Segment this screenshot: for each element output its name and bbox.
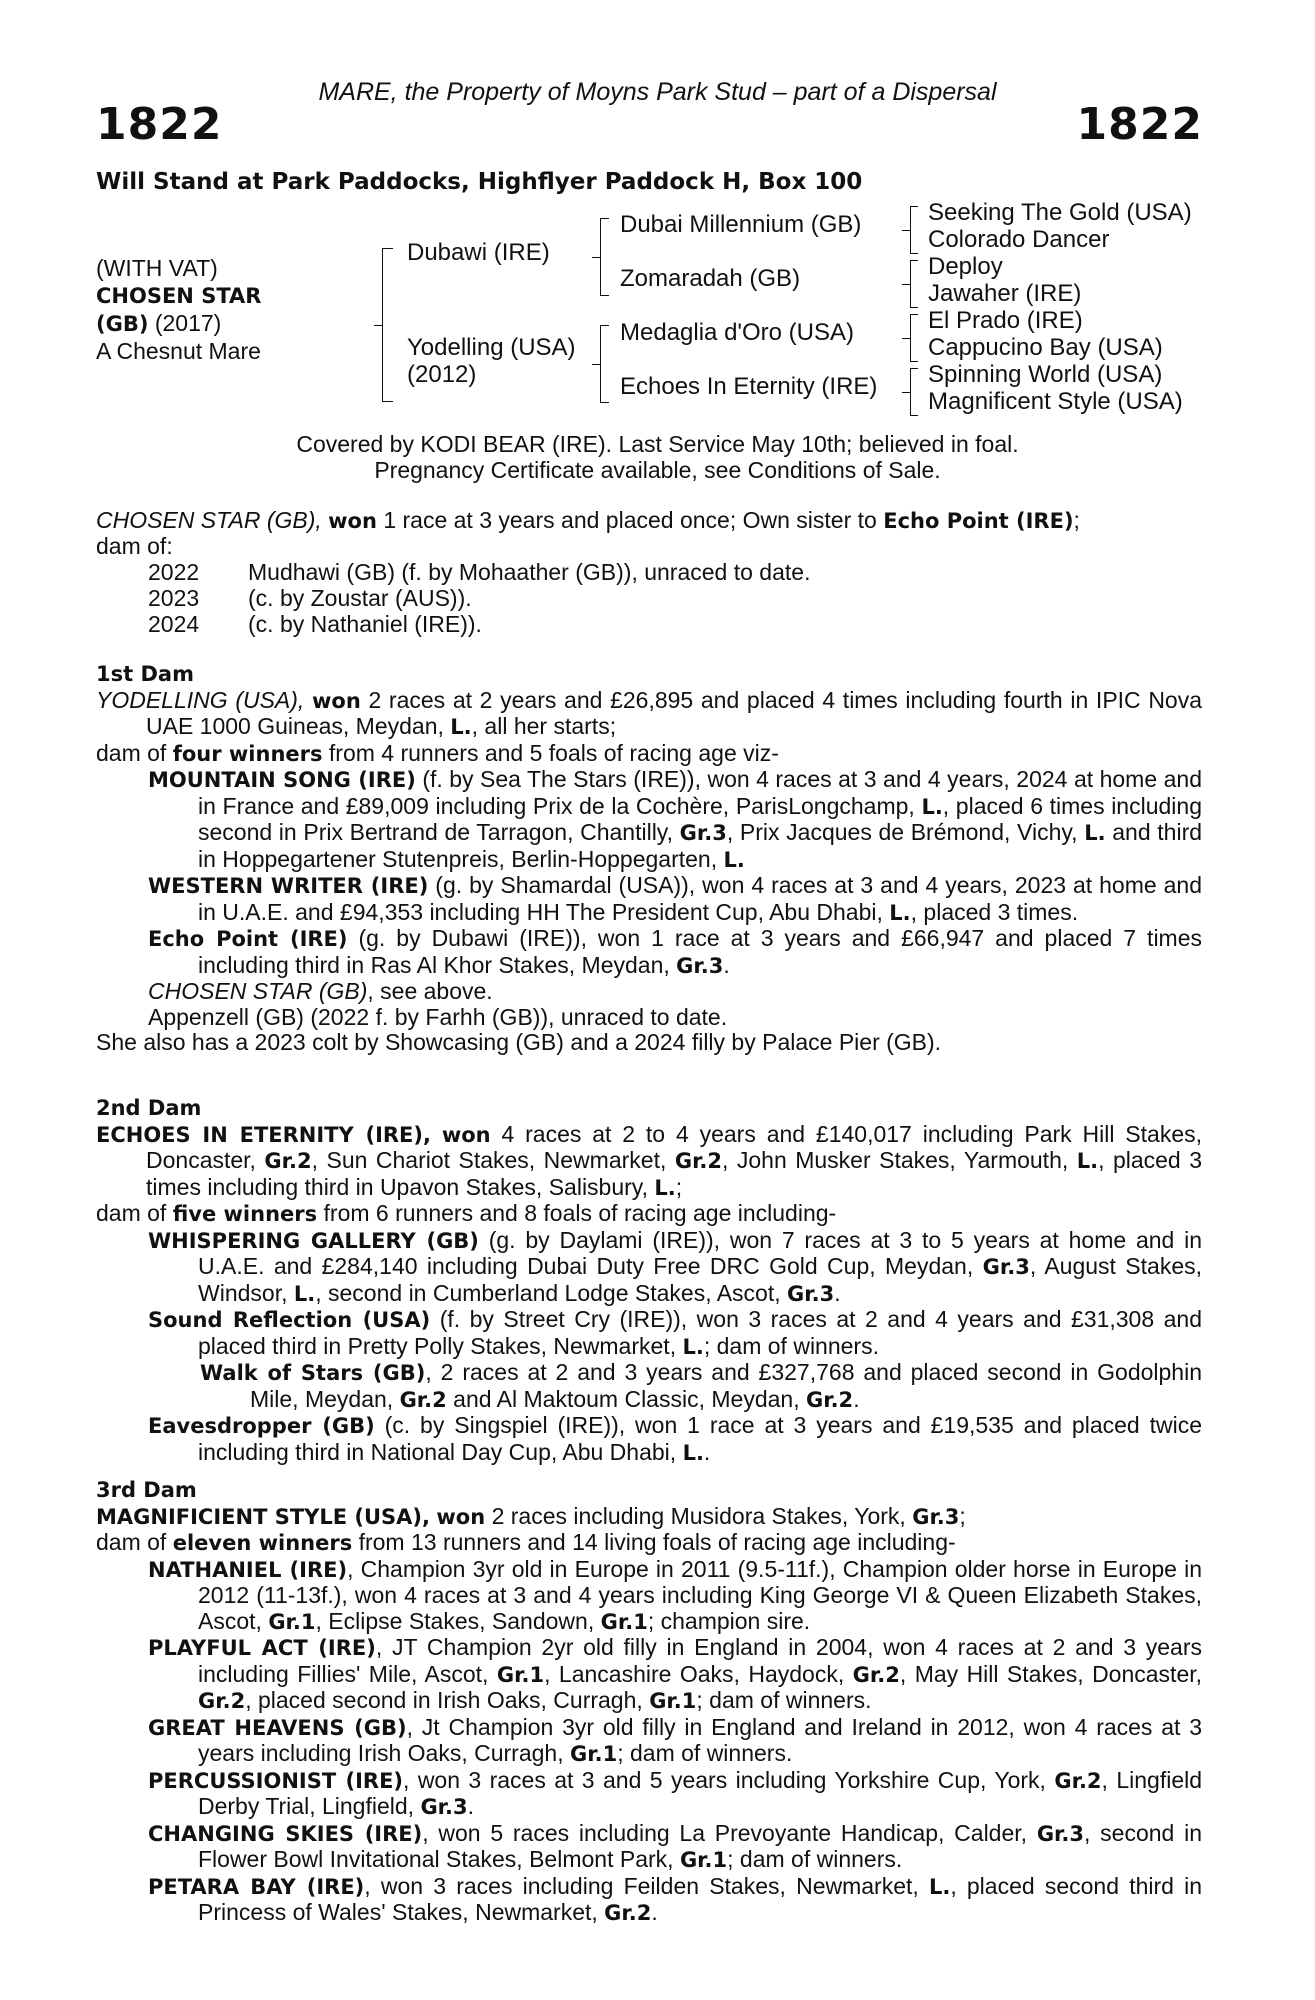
foal-year: 2024: [148, 611, 200, 637]
progeny-entry: NATHANIEL (IRE), Champion 3yr old in Europe in 2011 (9.5-11f.), Champion older horse in Europe in 2012 (11-13f.), won 4 races at 3 and 4 years including King George VI & Queen Elizabeth Stakes, Ascot, Gr.1, Eclipse Stakes, Sandown, Gr.1; champion sire.: [148, 1555, 1202, 1634]
ggp-brace-1: [910, 206, 918, 254]
great-grandparent-4: Jawaher (IRE): [928, 280, 1082, 307]
pedigree-dam: Yodelling (USA): [407, 334, 576, 361]
great-grandparent-1: Seeking The Gold (USA): [928, 199, 1192, 226]
grandparent-1: Dubai Millennium (GB): [620, 211, 862, 238]
dam-name: ECHOES IN ETERNITY (IRE),: [96, 1122, 431, 1147]
progeny-entry: MOUNTAIN SONG (IRE) (f. by Sea The Stars (IRE)), won 4 races at 3 and 4 years, 2024 at home and in France and £89,009 including Prix de la Cochère, ParisLongchamp, L., placed 6 times including second in Prix Bertrand de Tarragon, Chantilly, Gr.3, Prix Jacques de Brémond, Vichy, L. and third in Hoppegartener Stutenpreis, Berlin-Hoppegarten, L.: [148, 766, 1203, 872]
progeny-entry: CHANGING SKIES (IRE), won 5 races including La Prevoyante Handicap, Calder, Gr.3, second in Flower Bowl Invitational Stakes, Belmont Park, Gr.1; dam of winners.: [148, 1819, 1202, 1872]
great-grandparent-7: Spinning World (USA): [928, 361, 1163, 388]
horse-country: (GB): [96, 312, 149, 336]
lot-number-right: 1822: [1076, 99, 1203, 150]
great-grandparent-2: Colorado Dancer: [928, 226, 1110, 253]
foal-text: (c. by Zoustar (AUS)).: [248, 585, 472, 611]
progeny-entry: Sound Reflection (USA) (f. by Street Cry (IRE)), won 3 races at 2 and 4 years and £31,308 and placed third in Pretty Polly Stakes, Newmarket, L.; dam of winners.: [148, 1306, 1203, 1359]
produce-record: 1 race at 3 years and placed once; Own sister to: [383, 507, 877, 533]
produce-intro: CHOSEN STAR (GB), won 1 race at 3 years and placed once; Own sister to Echo Point (IRE);: [96, 507, 1080, 533]
progeny-entry: CHOSEN STAR (GB), see above.: [148, 978, 493, 1004]
section-heading: 3rd Dam: [96, 1478, 197, 1502]
progeny-entry: GREAT HEAVENS (GB), Jt Champion 3yr old filly in England and Ireland in 2012, won 4 races at 3 years including Irish Oaks, Curragh, Gr.1; dam of winners.: [148, 1713, 1202, 1766]
progeny-note: She also has a 2023 colt by Showcasing (GB) and a 2024 filly by Palace Pier (GB).: [96, 1029, 942, 1055]
grandparent-4: Echoes In Eternity (IRE): [620, 373, 878, 400]
pedigree-sire: Dubawi (IRE): [407, 239, 550, 266]
progeny-entry: WESTERN WRITER (IRE) (g. by Shamardal (USA)), won 4 races at 3 and 4 years, 2023 at home and in U.A.E. and £94,353 including HH The President Cup, Abu Dhabi, L., placed 3 times.: [148, 872, 1203, 925]
great-grandparent-8: Magnificent Style (USA): [928, 388, 1183, 415]
horse-identity: [96, 255, 261, 365]
progeny-entry: Eavesdropper (GB) (c. by Singspiel (IRE)), won 1 race at 3 years and £19,535 and placed twice including third in National Day Cup, Abu Dhabi, L..: [148, 1412, 1203, 1465]
pedigree-dam-year: (2012): [407, 361, 477, 388]
foal-text: Mudhawi (GB) (f. by Mohaather (GB)), unraced to date.: [248, 559, 811, 585]
produce-sister: Echo Point (IRE): [883, 509, 1074, 533]
sire-dam-brace: [382, 248, 393, 402]
grandparent-3: Medaglia d'Oro (USA): [620, 319, 854, 346]
first-dam-section: 1st Dam YODELLING (USA), won 2 races at 2 years and £26,895 and placed 4 times including fourth in IPIC Nova UAE 1000 Guineas, Meydan, L., all her starts; dam of four winners from 4 runners and 5 foals of racing age viz- MOUNTAIN SONG (IRE) (f. by Sea The Stars (IRE)), won 4 races at 3 and 4 years, 2024 at home and in France and £89,009 including Prix de la Cochère, ParisLongchamp, L., placed 6 times including second in Prix Bertrand de Tarragon, Chantilly, Gr.3, Prix Jacques de Brémond, Vichy, L. and third in Hoppegartener Stutenpreis, Berlin-Hoppegarten, L. WESTERN WRITER (IRE) (g. by Shamardal (USA)), won 4 races at 3 and 4 years, 2023 at home and in U.A.E. and £94,353 including HH The President Cup, Abu Dhabi, L., placed 3 times. Echo Point (IRE) (g. by Dubawi (IRE)), won 1 race at 3 years and £66,947 and placed 7 times including third in Ras Al Khor Stakes, Meydan, Gr.3. CHOSEN STAR (GB), see above. Appenzell (GB) (2022 f. by Farhh (GB)), unraced to date. She also has a 2023 colt by Showcasing (GB) and a 2024 filly by Palace Pier (GB).: [96, 662, 1203, 1055]
ggp-brace-3: [910, 314, 918, 362]
produce-foals: [0, 560, 1315, 640]
covered-line-1: Covered by KODI BEAR (IRE). Last Service May 10th; believed in foal.: [296, 431, 1019, 457]
second-dam-section: 2nd Dam ECHOES IN ETERNITY (IRE), won 4 races at 2 to 4 years and £140,017 including Park Hill Stakes, Doncaster, Gr.2, Sun Chariot Stakes, Newmarket, Gr.2, John Musker Stakes, Yarmouth, L., placed 3 times including third in Upavon Stakes, Salisbury, L.; dam of five winners from 6 runners and 8 foals of racing age including- WHISPERING GALLERY (GB) (g. by Daylami (IRE)), won 7 races at 3 to 5 years at home and in U.A.E. and £284,140 including Dubai Duty Free DRC Gold Cup, Meydan, Gr.3, August Stakes, Windsor, L., second in Cumberland Lodge Stakes, Ascot, Gr.3. Sound Reflection (USA) (f. by Street Cry (IRE)), won 3 races at 2 and 4 years and £31,308 and placed third in Pretty Polly Stakes, Newmarket, L.; dam of winners. Walk of Stars (GB), 2 races at 2 and 3 years and £327,768 and placed second in Godolphin Mile, Meydan, Gr.2 and Al Maktoum Classic, Meydan, Gr.2. Eavesdropper (GB) (c. by Singspiel (IRE)), won 1 race at 3 years and £19,535 and placed twice including third in National Day Cup, Abu Dhabi, L..: [96, 1096, 1203, 1465]
great-grandparent-6: Cappucino Bay (USA): [928, 334, 1163, 361]
ggp-brace-4: [910, 368, 918, 416]
progeny-entry: PERCUSSIONIST (IRE), won 3 races at 3 and 5 years including Yorkshire Cup, York, Gr.2, Lingfield Derby Trial, Lingfield, Gr.3.: [148, 1766, 1203, 1819]
dam-name: YODELLING (USA),: [96, 686, 305, 713]
progeny-entry: Walk of Stars (GB), 2 races at 2 and 3 years and £327,768 and placed second in Godolphin Mile, Meydan, Gr.2 and Al Maktoum Classic, Meydan, Gr.2.: [200, 1359, 1202, 1412]
third-dam-section: 3rd Dam MAGNIFICIENT STYLE (USA), won 2 races including Musidora Stakes, York, Gr.3; dam of eleven winners from 13 runners and 14 living foals of racing age including- NATHANIEL (IRE), Champion 3yr old in Europe in 2011 (9.5-11f.), Champion older horse in Europe in 2012 (11-13f.), won 4 races at 3 and 4 years including King George VI & Queen Elizabeth Stakes, Ascot, Gr.1, Eclipse Stakes, Sandown, Gr.1; champion sire. PLAYFUL ACT (IRE), JT Champion 2yr old filly in England in 2004, won 4 races at 2 and 3 years including Fillies' Mile, Ascot, Gr.1, Lancashire Oaks, Haydock, Gr.2, May Hill Stakes, Doncaster, Gr.2, placed second in Irish Oaks, Curragh, Gr.1; dam of winners. GREAT HEAVENS (GB), Jt Champion 3yr old filly in England and Ireland in 2012, won 4 races at 3 years including Irish Oaks, Curragh, Gr.1; dam of winners. PERCUSSIONIST (IRE), won 3 races at 3 and 5 years including Yorkshire Cup, York, Gr.2, Lingfield Derby Trial, Lingfield, Gr.3. CHANGING SKIES (IRE), won 5 races including La Prevoyante Handicap, Calder, Gr.3, second in Flower Bowl Invitational Stakes, Belmont Park, Gr.1; dam of winners. PETARA BAY (IRE), won 3 races including Feilden Stakes, Newmarket, L., placed second third in Princess of Wales' Stakes, Newmarket, Gr.2.: [96, 1478, 1203, 1925]
dam-parents-brace: [600, 325, 609, 403]
progeny-entry: WHISPERING GALLERY (GB) (g. by Daylami (IRE)), won 7 races at 3 to 5 years at home and in U.A.E. and £284,140 including Dubai Duty Free DRC Gold Cup, Meydan, Gr.3, August Stakes, Windsor, L., second in Cumberland Lodge Stakes, Ascot, Gr.3.: [148, 1226, 1203, 1306]
foal-year: 2022: [148, 559, 200, 585]
great-grandparent-3: Deploy: [928, 253, 1003, 280]
produce-horse-name: CHOSEN STAR (GB),: [96, 507, 322, 533]
produce-dam-of: dam of:: [96, 533, 173, 559]
progeny-entry: Appenzell (GB) (2022 f. by Farhh (GB)), unraced to date.: [148, 1003, 728, 1030]
horse-year: (2017): [154, 310, 222, 336]
foal-year: 2023: [148, 585, 200, 611]
horse-name: CHOSEN STAR: [96, 284, 262, 308]
progeny-entry: Echo Point (IRE) (g. by Dubawi (IRE)), won 1 race at 3 years and £66,947 and placed 7 times including third in Ras Al Khor Stakes, Meydan, Gr.3.: [148, 925, 1203, 978]
progeny-entry: PLAYFUL ACT (IRE), JT Champion 2yr old filly in England in 2004, won 4 races at 2 and 3 years including Fillies' Mile, Ascot, Gr.1, Lancashire Oaks, Haydock, Gr.2, May Hill Stakes, Doncaster, Gr.2, placed second in Irish Oaks, Curragh, Gr.1; dam of winners.: [148, 1634, 1203, 1713]
grandparent-2: Zomaradah (GB): [620, 265, 801, 292]
section-heading: 1st Dam: [96, 662, 194, 686]
foal-text: (c. by Nathaniel (IRE)).: [248, 611, 482, 637]
dam-name: MAGNIFICIENT STYLE (USA),: [96, 1504, 431, 1529]
stand-location: Will Stand at Park Paddocks, Highflyer Paddock H, Box 100: [96, 169, 863, 195]
ggp-brace-2: [910, 260, 918, 308]
vat-note: (WITH VAT): [96, 255, 218, 281]
covered-line-2: Pregnancy Certificate available, see Conditions of Sale.: [374, 457, 941, 483]
section-heading: 2nd Dam: [96, 1096, 202, 1120]
produce-won: won: [328, 509, 377, 533]
progeny-entry: PETARA BAY (IRE), won 3 races including Feilden Stakes, Newmarket, L., placed second third in Princess of Wales' Stakes, Newmarket, Gr.2.: [148, 1872, 1203, 1925]
horse-description: A Chesnut Mare: [96, 338, 261, 364]
great-grandparent-5: El Prado (IRE): [928, 307, 1083, 334]
sire-parents-brace: [600, 218, 609, 296]
lot-number-left: 1822: [96, 99, 223, 150]
catalogue-subtitle: MARE, the Property of Moyns Park Stud – part of a Dispersal: [318, 78, 997, 106]
